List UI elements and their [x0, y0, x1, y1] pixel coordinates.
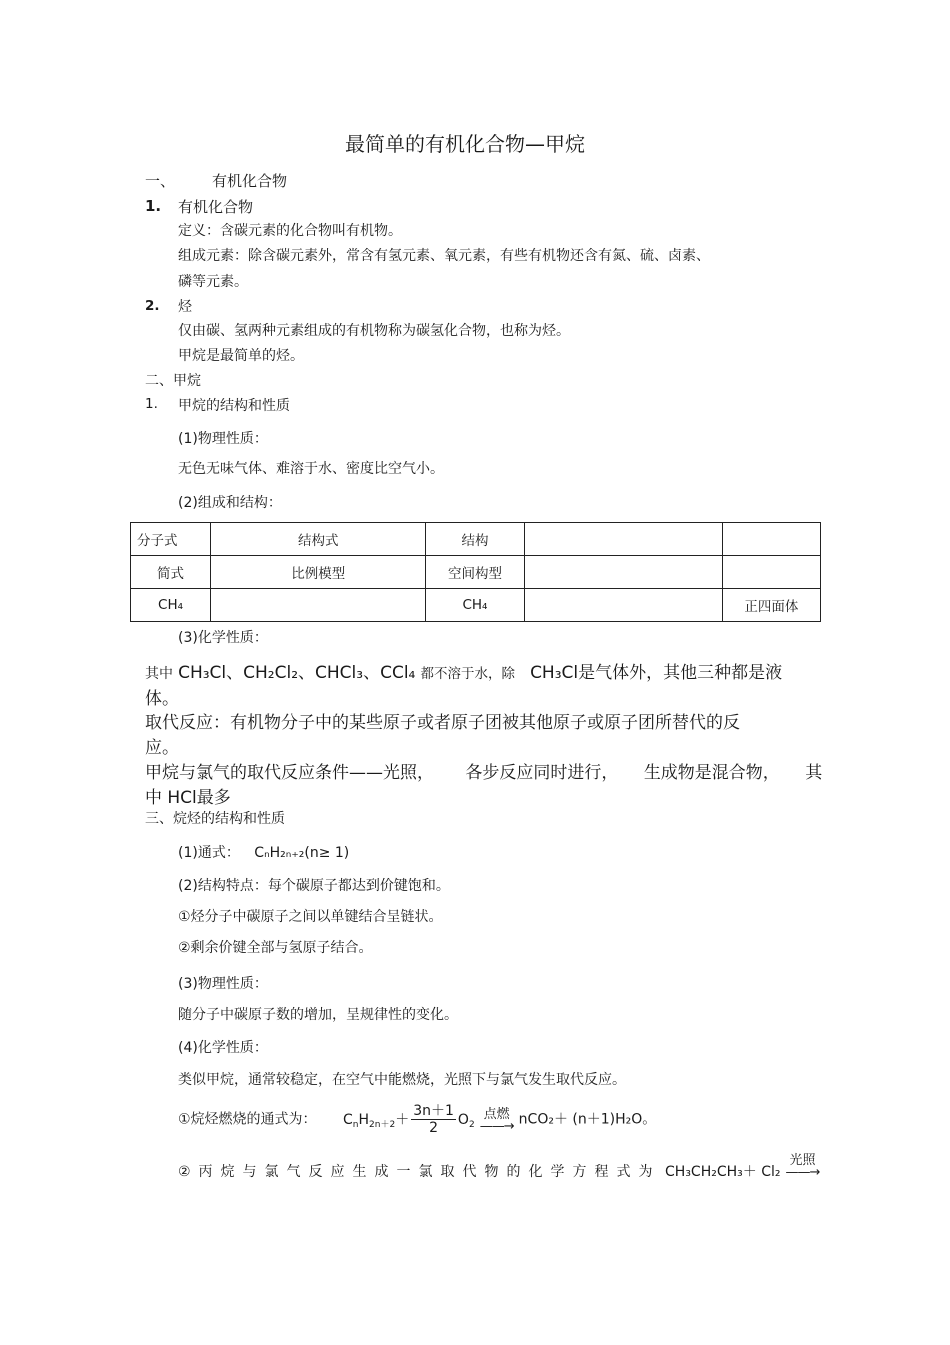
propane-text: ②丙烷与氯气反应生成一氯取代物的化学方程式为 — [178, 1164, 661, 1180]
chemical-properties-label: (3)化学性质： — [178, 630, 268, 646]
substitution-definition-line1: 取代反应：有机物分子中的某些原子或者原子团被其他原子或原子团所替代的反 — [145, 713, 740, 733]
table-row — [131, 556, 821, 589]
note-formula-ch3cl: CH₃Cl — [530, 663, 579, 683]
general-formula-label: (1)通式： — [178, 845, 240, 861]
item-2-title: 烃 — [178, 299, 192, 315]
table-cell: 结构式 — [211, 523, 426, 556]
organic-definition: 定义：含碳元素的化合物叫有机物。 — [178, 223, 402, 239]
structure-feature-a: ①烃分子中碳原子之间以单键结合呈链状。 — [178, 909, 443, 925]
table-cell: 正四面体 — [722, 589, 820, 622]
propane-equation: CH₃CH₂CH₃＋ Cl₂ — [665, 1164, 781, 1180]
item-1-title: 有机化合物 — [178, 198, 254, 216]
oxygen-coefficient-fraction — [411, 1103, 456, 1136]
alkane-physical-text: 随分子中碳原子数的增加，呈规律性的变化。 — [178, 1007, 458, 1023]
light-condition: 光照 — [789, 1153, 816, 1168]
table-cell — [524, 523, 722, 556]
section-1-heading: 有机化合物 — [212, 172, 288, 190]
note-prefix: 其中 — [145, 666, 173, 682]
note-formulas: CH₃Cl、CH₂Cl₂、CHCl₃、CCl₄ — [178, 663, 416, 683]
substitution-definition-line2: 应。 — [145, 738, 179, 758]
chlorination-part-c: 生成物是混合物， — [643, 763, 780, 783]
section-2-heading: 二、甲烷 — [145, 373, 201, 389]
general-formula: CₙH₂ₙ₊₂(n≥ 1) — [254, 845, 350, 861]
section-3-heading: 三、烷烃的结构和性质 — [145, 811, 285, 827]
arrow-icon: ——→ — [785, 1165, 820, 1180]
table-cell: 简式 — [131, 556, 211, 589]
combustion-label: ①烷烃燃烧的通式为： — [178, 1111, 317, 1128]
item-2-number: 2. — [145, 298, 160, 314]
table-cell — [524, 589, 722, 622]
table-cell: 比例模型 — [211, 556, 426, 589]
alkane-formula: $C_nH_{2n+2}+$ — [343, 1111, 410, 1130]
table-cell: 空间构型 — [426, 556, 524, 589]
chlorination-part-d: 其 — [805, 763, 823, 783]
note-tail: 是气体外，其他三种都是液 — [578, 663, 783, 683]
chlorination-line2: 中 HCl最多 — [145, 788, 231, 808]
table-cell: 结构 — [426, 523, 524, 556]
table-cell — [524, 556, 722, 589]
combustion-equation — [178, 1103, 656, 1136]
physical-properties-label: (1)物理性质： — [178, 431, 268, 447]
s2-item-1-number: 1. — [145, 396, 158, 412]
ignite-condition: 点燃 — [483, 1106, 510, 1122]
table-row — [131, 589, 821, 622]
methane-simplest-note: 甲烷是最简单的烃。 — [178, 348, 304, 364]
table-cell — [722, 523, 820, 556]
organic-elements-line2: 磷等元素。 — [178, 274, 248, 290]
arrow-icon: ——→ — [479, 1118, 514, 1134]
structure-feature-b: ②剩余价键全部与氢原子结合。 — [178, 940, 373, 956]
chlorination-part-a: 甲烷与氯气的取代反应条件——光照， — [145, 763, 434, 783]
chlorination-conditions — [145, 758, 822, 783]
table-cell: CH₄ — [131, 589, 211, 622]
methane-structure-table — [130, 522, 821, 622]
light-arrow — [781, 1154, 825, 1178]
page-title: 最简单的有机化合物—甲烷 — [345, 132, 585, 156]
chloromethane-note — [145, 658, 782, 683]
table-cell — [211, 589, 426, 622]
alkane-physical-label: (3)物理性质： — [178, 976, 268, 992]
combustion-products: nCO₂＋ (n＋1)H₂O。 — [518, 1111, 657, 1128]
structure-feature: (2)结构特点：每个碳原子都达到价键饱和。 — [178, 878, 450, 894]
oxygen-formula: $O_2$ — [457, 1111, 475, 1130]
section-1-number: 一、 — [145, 172, 176, 190]
chlorination-part-b: 各步反应同时进行， — [465, 763, 619, 783]
hydrocarbon-definition: 仅由碳、氢两种元素组成的有机物称为碳氢化合物，也称为烃。 — [178, 323, 570, 339]
alkane-chemical-text: 类似甲烷，通常较稳定，在空气中能燃烧，光照下与氯气发生取代反应。 — [178, 1072, 626, 1088]
organic-elements-line1: 组成元素：除含碳元素外，常含有氢元素、氧元素，有些有机物还含有氮、硫、卤素、 — [178, 248, 710, 264]
note-line-2: 体。 — [145, 689, 179, 709]
fraction-numerator: 3n＋1 — [413, 1103, 454, 1119]
table-cell: CH₄ — [426, 589, 524, 622]
alkane-chemical-label: (4)化学性质： — [178, 1040, 268, 1056]
table-cell: 分子式 — [131, 523, 211, 556]
item-1-number: 1. — [145, 197, 162, 215]
ignite-arrow — [475, 1108, 519, 1132]
general-formula-line — [178, 842, 349, 862]
note-mid: 都不溶于水，除 — [420, 666, 515, 682]
table-cell — [722, 556, 820, 589]
propane-chlorination — [178, 1153, 825, 1184]
fraction-denominator: 2 — [429, 1120, 439, 1136]
table-row — [131, 523, 821, 556]
composition-label: (2)组成和结构： — [178, 495, 282, 511]
s2-item-1-title: 甲烷的结构和性质 — [178, 398, 290, 414]
physical-properties-text: 无色无味气体、难溶于水、密度比空气小。 — [178, 461, 444, 477]
